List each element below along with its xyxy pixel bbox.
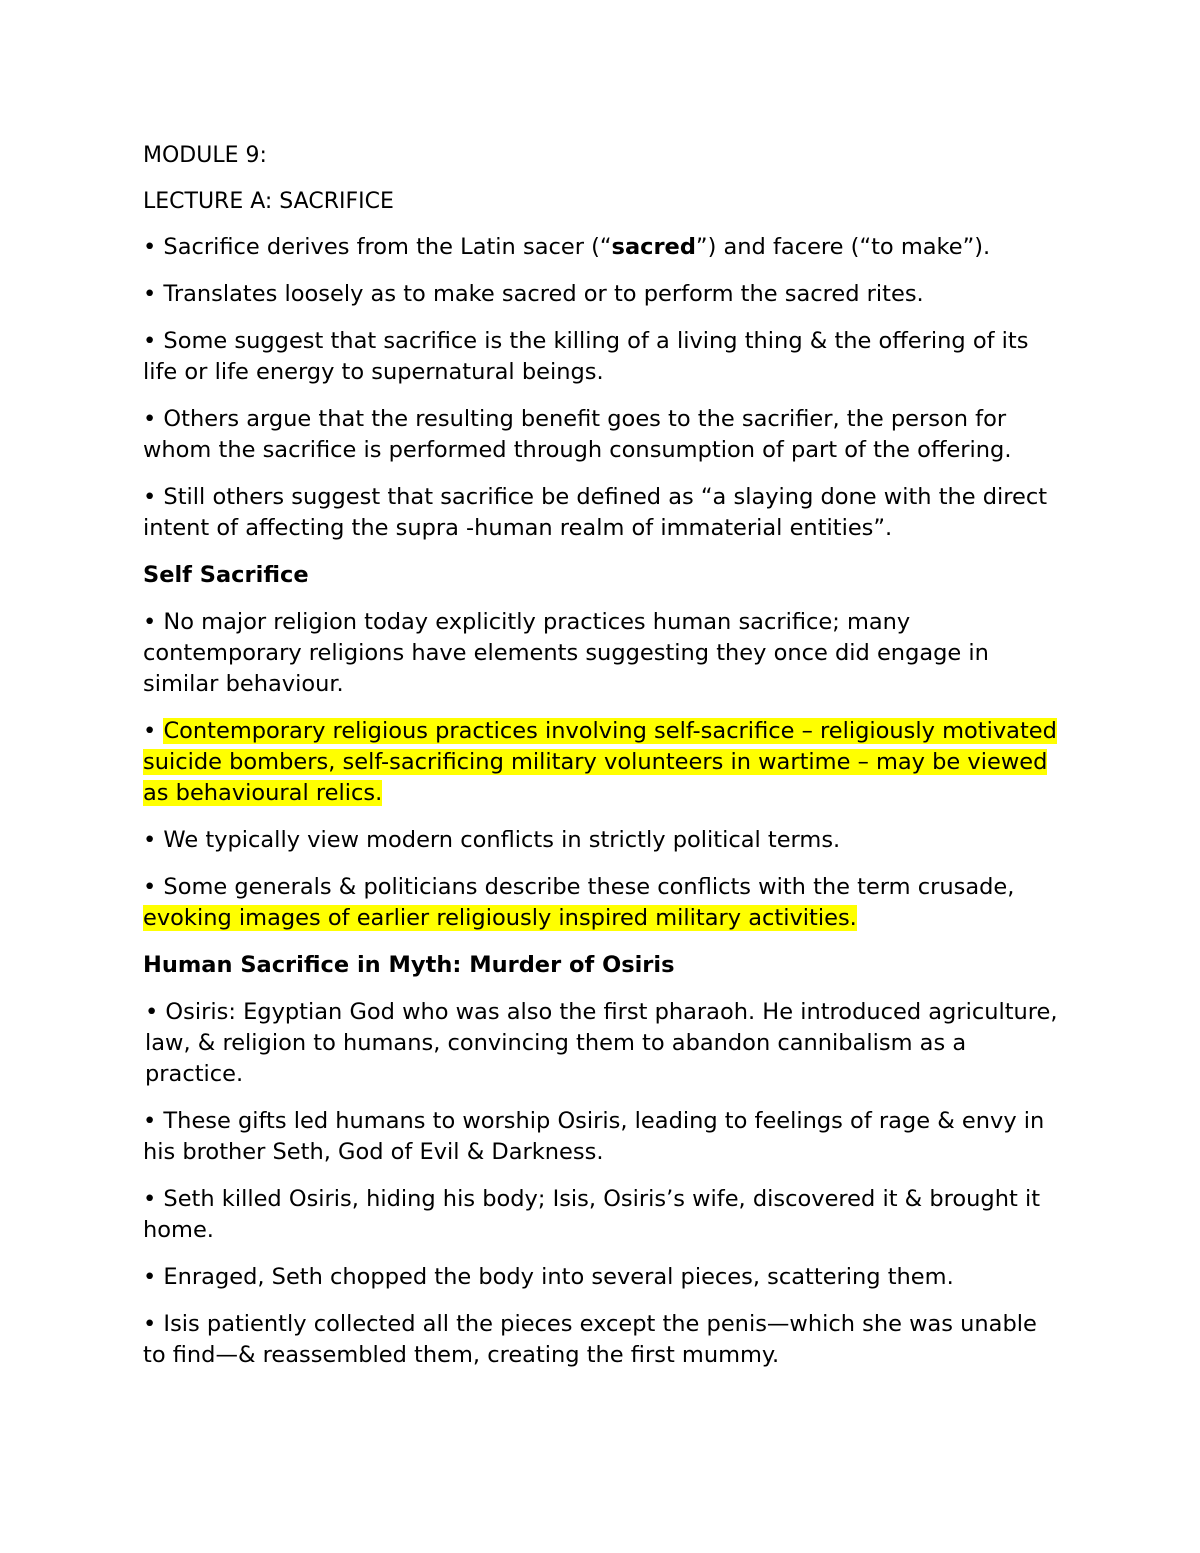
document-page bbox=[143, 140, 1058, 1387]
bullet-icon: • bbox=[143, 1186, 157, 1212]
bullet-icon: • bbox=[143, 718, 157, 744]
text-run: Others argue that the resulting benefit goes to the sacrifier, the person for whom the sacrifice is performed through consumption of part of the offering. bbox=[143, 406, 1012, 463]
bullet-paragraph bbox=[143, 279, 1058, 310]
bullet-paragraph bbox=[143, 482, 1058, 544]
bullet-icon: • bbox=[145, 999, 159, 1025]
lecture-title: LECTURE A: SACRIFICE bbox=[143, 189, 394, 214]
section-heading: Self Sacrifice bbox=[143, 562, 309, 588]
highlighted-text: evoking images of earlier religiously inspired military activities. bbox=[143, 905, 857, 931]
bullet-icon: • bbox=[143, 281, 157, 307]
highlighted-text: Contemporary religious practices involving self-sacrifice – religiously motivated suicide bombers, self-sacrificing military volunteers in wartime – may be viewed as behavioural relics. bbox=[143, 718, 1057, 806]
bullet-icon: • bbox=[143, 1264, 157, 1290]
bullet-icon: • bbox=[143, 328, 157, 354]
text-run: Translates loosely as to make sacred or to perform the sacred rites. bbox=[156, 281, 924, 307]
bullet-paragraph bbox=[143, 1106, 1058, 1168]
text-run: No major religion today explicitly practices human sacrifice; many contemporary religions have elements suggesting they once did engage in similar behaviour. bbox=[143, 609, 989, 697]
bullet-paragraph bbox=[143, 825, 1058, 856]
text-run: Enraged, Seth chopped the body into several pieces, scattering them. bbox=[156, 1264, 954, 1290]
bold-term: sacred bbox=[611, 234, 696, 260]
text-run: Isis patiently collected all the pieces except the penis—which she was unable to find—& reassembled them, creating the first mummy. bbox=[143, 1311, 1037, 1368]
bullet-paragraph bbox=[143, 997, 1058, 1090]
bullet-icon: • bbox=[143, 484, 157, 510]
text-run: These gifts led humans to worship Osiris, leading to feelings of rage & envy in his brother Seth, God of Evil & Darkness. bbox=[143, 1108, 1045, 1165]
text-run: Still others suggest that sacrifice be defined as “a slaying done with the direct intent of affecting the supra -human realm of immaterial entities”. bbox=[143, 484, 1048, 541]
text-run: Some suggest that sacrifice is the killing of a living thing & the offering of its life or life energy to supernatural beings. bbox=[143, 328, 1029, 385]
bullet-paragraph bbox=[143, 716, 1058, 809]
text-run: Osiris: Egyptian God who was also the first pharaoh. He introduced agriculture, law, & religion to humans, convincing them to abandon cannibalism as a practice. bbox=[145, 999, 1058, 1087]
bullet-icon: • bbox=[143, 234, 157, 260]
bullet-paragraph bbox=[143, 232, 1058, 263]
text-run: We typically view modern conflicts in strictly political terms. bbox=[156, 827, 841, 853]
bullet-icon: • bbox=[143, 1108, 157, 1134]
module-title: MODULE 9: bbox=[143, 143, 267, 168]
bullet-icon: • bbox=[143, 406, 157, 432]
bullet-paragraph bbox=[143, 326, 1058, 388]
text-run: ”) and facere (“to make”). bbox=[695, 234, 991, 260]
text-run: Some generals & politicians describe these conflicts with the term crusade, bbox=[156, 874, 1015, 900]
section-heading: Human Sacrifice in Myth: Murder of Osiris bbox=[143, 952, 675, 978]
bullet-paragraph bbox=[143, 1309, 1058, 1371]
bullet-icon: • bbox=[143, 1311, 157, 1337]
bullet-icon: • bbox=[143, 609, 157, 635]
bullet-paragraph bbox=[143, 1262, 1058, 1293]
bullet-icon: • bbox=[143, 874, 157, 900]
bullet-paragraph bbox=[143, 607, 1058, 700]
bullet-icon: • bbox=[143, 827, 157, 853]
bullet-paragraph bbox=[143, 404, 1058, 466]
bullet-paragraph bbox=[143, 872, 1058, 934]
text-run: Sacrifice derives from the Latin sacer (“ bbox=[156, 234, 612, 260]
text-run: Seth killed Osiris, hiding his body; Isis, Osiris’s wife, discovered it & brought it home. bbox=[143, 1186, 1041, 1243]
bullet-paragraph bbox=[143, 1184, 1058, 1246]
